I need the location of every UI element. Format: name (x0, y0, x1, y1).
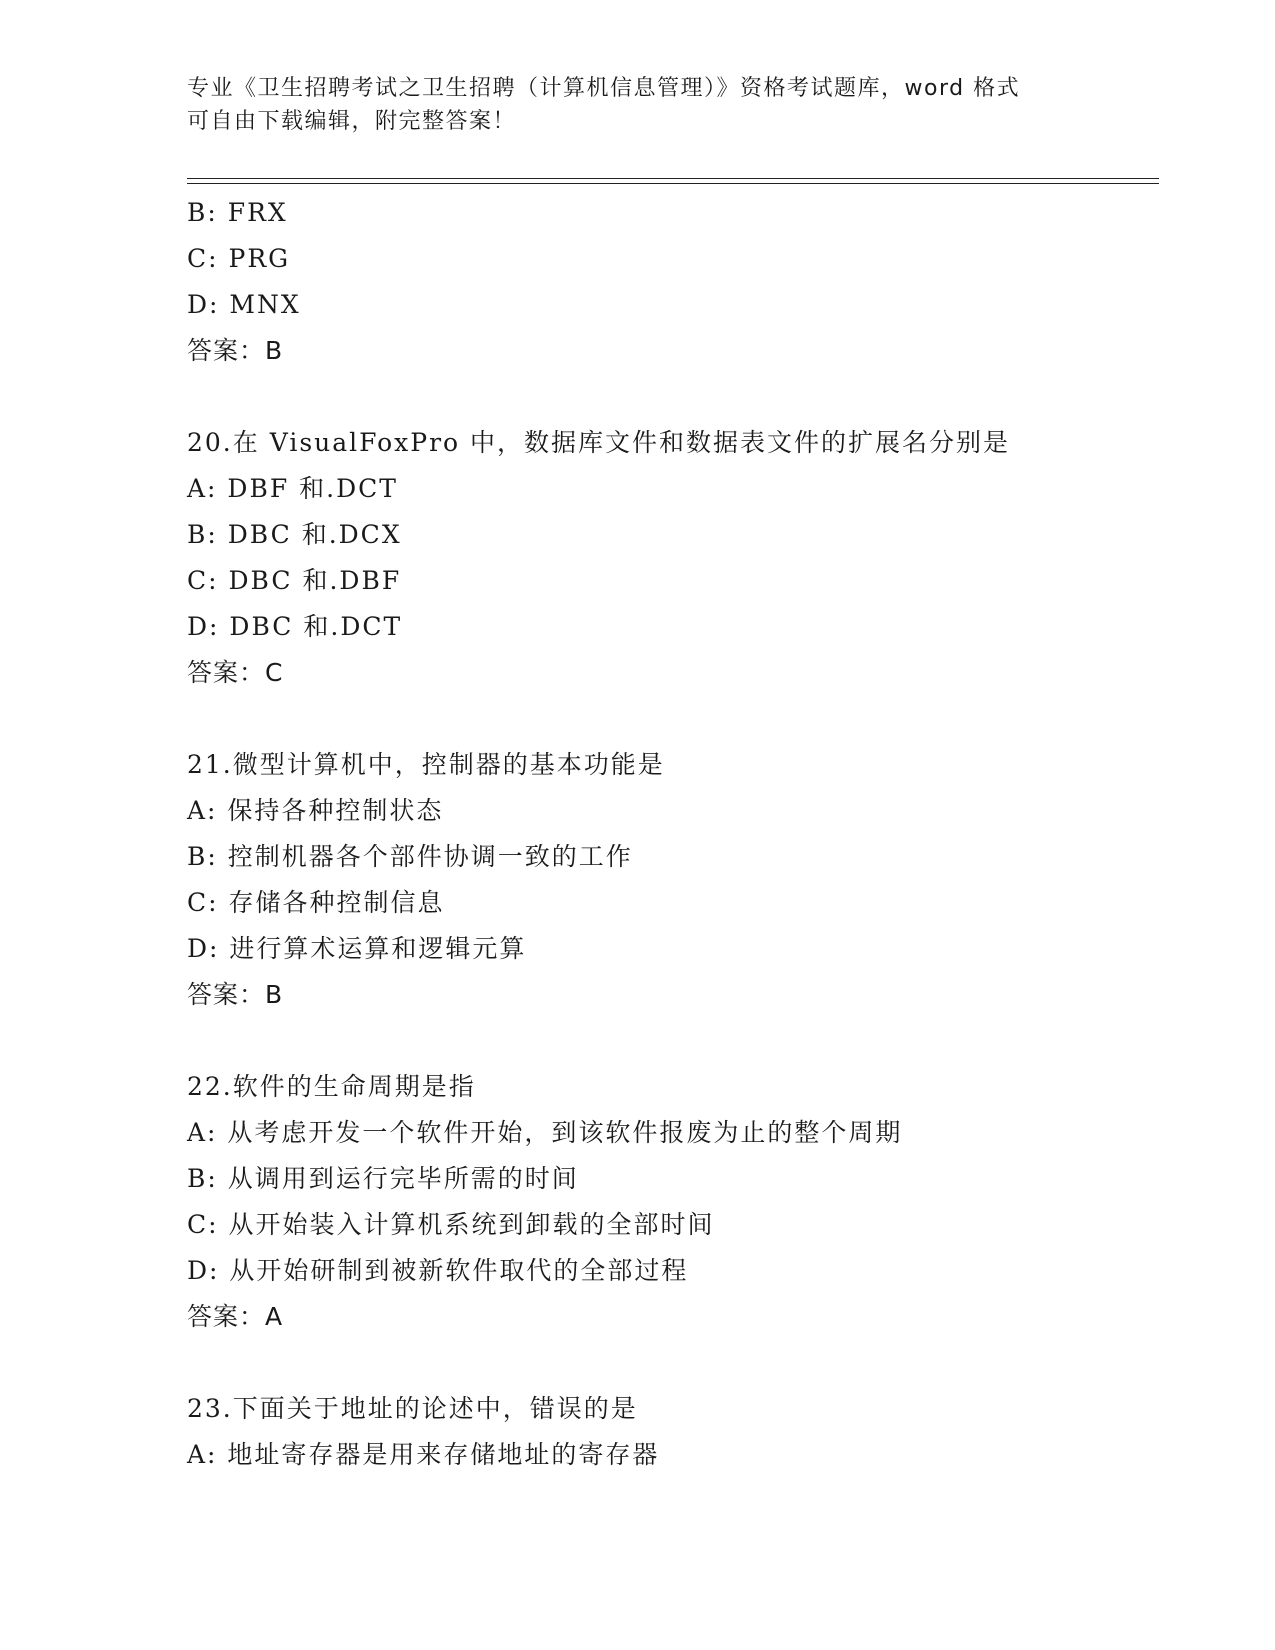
option-c: C: PRG (187, 244, 291, 273)
question-block-20 (187, 420, 1167, 696)
header-divider-top (187, 178, 1159, 179)
spacer (187, 1340, 1167, 1386)
question-stem: 21.微型计算机中，控制器的基本功能是 (187, 750, 665, 779)
question-block-21 (187, 742, 1167, 1018)
option-b: B: DBC 和.DCX (187, 520, 402, 549)
option-a: A: 地址寄存器是用来存储地址的寄存器 (187, 1440, 660, 1469)
answer-line: 答案：B (187, 336, 284, 365)
answer-line: 答案：A (187, 1302, 284, 1331)
question-stem: 20.在 VisualFoxPro 中，数据库文件和数据表文件的扩展名分别是 (187, 428, 1011, 457)
header-divider-bottom (187, 183, 1159, 184)
option-b: B: 从调用到运行完毕所需的时间 (187, 1164, 579, 1193)
option-c: C: 存储各种控制信息 (187, 888, 445, 917)
spacer (187, 696, 1167, 742)
question-list (187, 190, 1167, 1478)
option-a: A: 从考虑开发一个软件开始，到该软件报废为止的整个周期 (187, 1118, 903, 1147)
option-a: A: DBF 和.DCT (187, 474, 398, 503)
question-block-partial (187, 190, 1167, 374)
question-block-22 (187, 1064, 1167, 1340)
spacer (187, 374, 1167, 420)
document-header (187, 72, 1067, 138)
option-b: B: FRX (187, 198, 288, 227)
option-b: B: 控制机器各个部件协调一致的工作 (187, 842, 633, 871)
question-stem: 23.下面关于地址的论述中，错误的是 (187, 1394, 638, 1423)
spacer (187, 1018, 1167, 1064)
option-d: D: 进行算术运算和逻辑元算 (187, 934, 527, 963)
option-d: D: MNX (187, 290, 301, 319)
answer-line: 答案：B (187, 980, 284, 1009)
option-d: D: 从开始研制到被新软件取代的全部过程 (187, 1256, 689, 1285)
header-title-line-1: 专业《卫生招聘考试之卫生招聘（计算机信息管理）》资格考试题库，word 格式 (187, 76, 1021, 101)
option-d: D: DBC 和.DCT (187, 612, 403, 641)
question-stem: 22.软件的生命周期是指 (187, 1072, 476, 1101)
option-c: C: DBC 和.DBF (187, 566, 402, 595)
question-block-23 (187, 1386, 1167, 1478)
answer-line: 答案：C (187, 658, 284, 687)
option-c: C: 从开始装入计算机系统到卸载的全部时间 (187, 1210, 715, 1239)
header-title-line-2: 可自由下载编辑，附完整答案！ (187, 109, 517, 134)
option-a: A: 保持各种控制状态 (187, 796, 444, 825)
